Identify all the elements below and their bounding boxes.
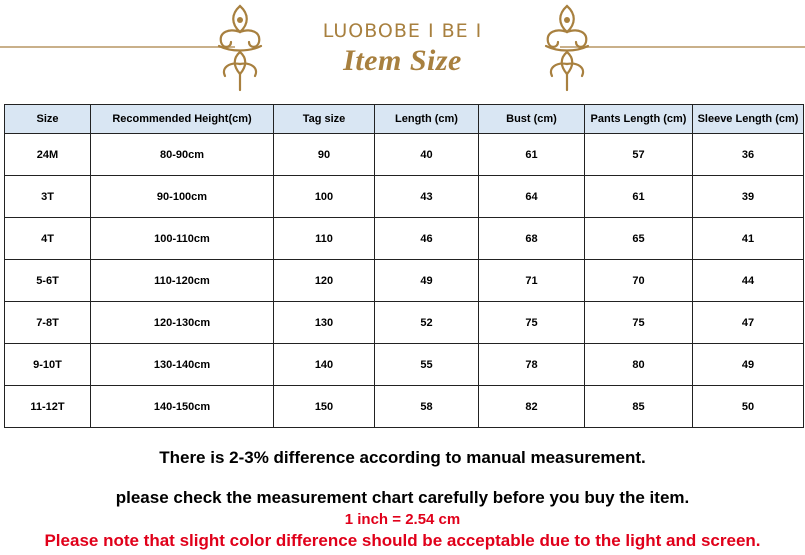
table-cell: 47 — [693, 302, 804, 344]
column-header: Bust (cm) — [479, 105, 585, 134]
table-cell: 75 — [479, 302, 585, 344]
table-cell: 3T — [5, 176, 91, 218]
column-header: Sleeve Length (cm) — [693, 105, 804, 134]
table-cell: 110-120cm — [91, 260, 274, 302]
table-cell: 39 — [693, 176, 804, 218]
table-cell: 130-140cm — [91, 344, 274, 386]
table-row — [5, 176, 804, 218]
table-body — [5, 134, 804, 428]
table-row — [5, 260, 804, 302]
table-cell: 50 — [693, 386, 804, 428]
table-cell: 78 — [479, 344, 585, 386]
measurement-difference-note: There is 2-3% difference according to manual measurement. — [159, 448, 646, 467]
table-cell: 43 — [375, 176, 479, 218]
table-cell: 49 — [693, 344, 804, 386]
table-cell: 130 — [274, 302, 375, 344]
table-cell: 85 — [585, 386, 693, 428]
table-row — [5, 218, 804, 260]
column-header: Tag size — [274, 105, 375, 134]
table-cell: 90-100cm — [91, 176, 274, 218]
table-cell: 82 — [479, 386, 585, 428]
table-cell: 100 — [274, 176, 375, 218]
table-row — [5, 302, 804, 344]
table-row — [5, 344, 804, 386]
page-title: Item Size — [343, 44, 462, 77]
table-cell: 120-130cm — [91, 302, 274, 344]
column-header: Pants Length (cm) — [585, 105, 693, 134]
table-cell: 44 — [693, 260, 804, 302]
table-cell: 70 — [585, 260, 693, 302]
table-cell: 71 — [479, 260, 585, 302]
column-header: Recommended Height(cm) — [91, 105, 274, 134]
column-header: Length (cm) — [375, 105, 479, 134]
table-cell: 52 — [375, 302, 479, 344]
table-cell: 5-6T — [5, 260, 91, 302]
table-cell: 7-8T — [5, 302, 91, 344]
table-cell: 68 — [479, 218, 585, 260]
table-cell: 61 — [479, 134, 585, 176]
table-cell: 49 — [375, 260, 479, 302]
table-cell: 80-90cm — [91, 134, 274, 176]
table-header-row — [5, 105, 804, 134]
table-cell: 55 — [375, 344, 479, 386]
table-cell: 36 — [693, 134, 804, 176]
table-cell: 64 — [479, 176, 585, 218]
table-cell: 57 — [585, 134, 693, 176]
color-difference-note: Please note that slight color difference should be acceptable due to the light and screen. — [44, 531, 761, 550]
table-cell: 4T — [5, 218, 91, 260]
brand-name: LUOBOBE I BE I — [322, 20, 483, 42]
table-cell: 120 — [274, 260, 375, 302]
table-cell: 65 — [585, 218, 693, 260]
table-cell: 75 — [585, 302, 693, 344]
table-cell: 40 — [375, 134, 479, 176]
table-cell: 150 — [274, 386, 375, 428]
table-cell: 110 — [274, 218, 375, 260]
table-cell: 11-12T — [5, 386, 91, 428]
check-chart-note: please check the measurement chart carefully before you buy the item. — [115, 488, 690, 507]
size-chart-table — [4, 104, 804, 428]
column-header: Size — [5, 105, 91, 134]
table-row — [5, 386, 804, 428]
table-cell: 9-10T — [5, 344, 91, 386]
table-cell: 61 — [585, 176, 693, 218]
table-cell: 41 — [693, 218, 804, 260]
table-cell: 24M — [5, 134, 91, 176]
table-cell: 90 — [274, 134, 375, 176]
table-cell: 140-150cm — [91, 386, 274, 428]
table-cell: 46 — [375, 218, 479, 260]
inch-conversion-note: 1 inch = 2.54 cm — [344, 511, 461, 528]
table-row — [5, 134, 804, 176]
table-cell: 140 — [274, 344, 375, 386]
table-cell: 58 — [375, 386, 479, 428]
table-cell: 100-110cm — [91, 218, 274, 260]
table-cell: 80 — [585, 344, 693, 386]
header-banner — [0, 0, 805, 98]
